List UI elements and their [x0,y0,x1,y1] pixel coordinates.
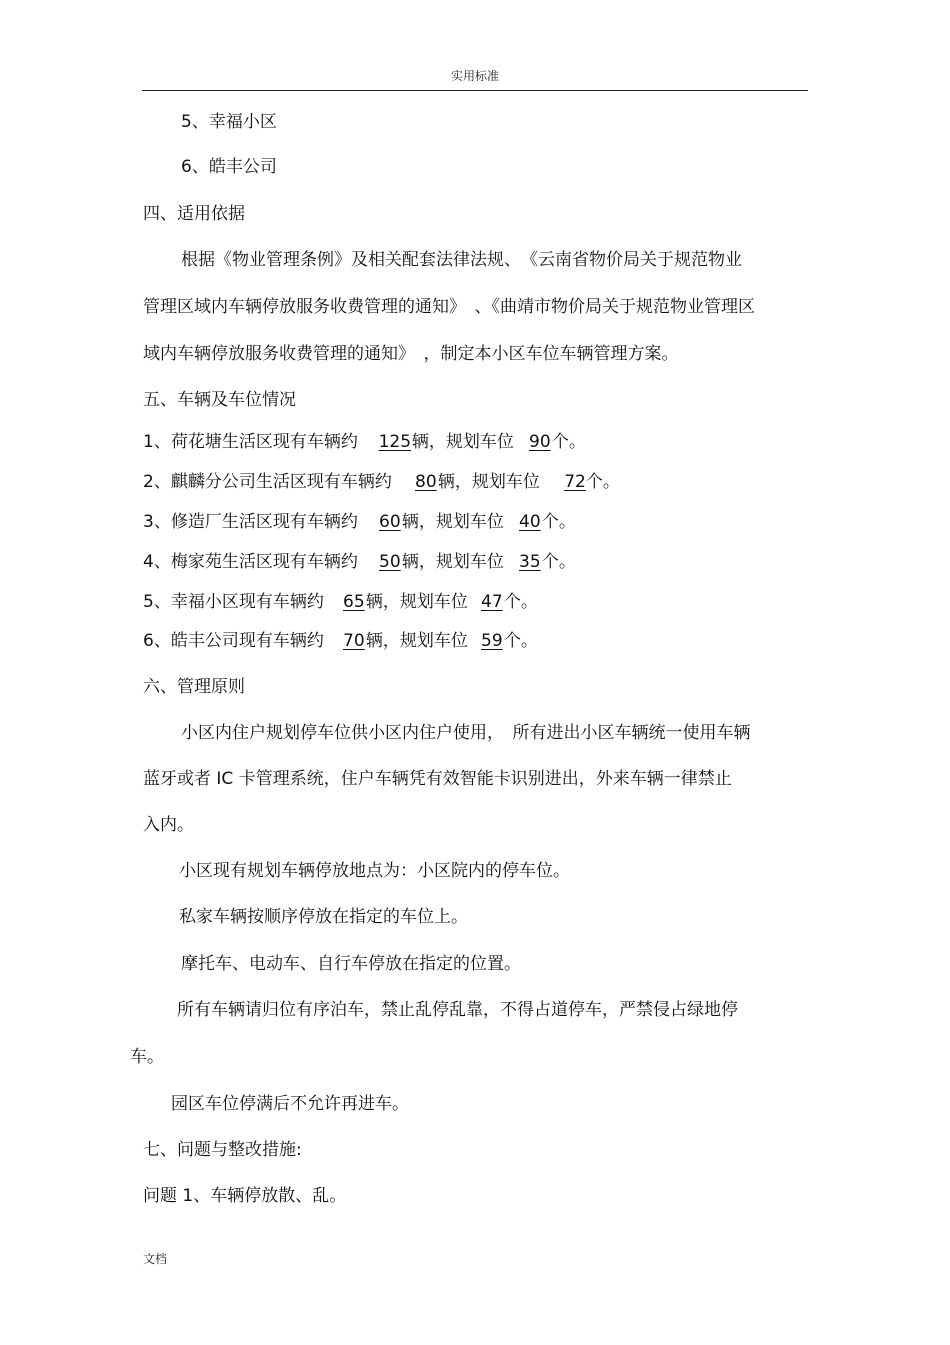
item-mid: 辆，规划车位 [401,552,504,572]
list-item [143,631,538,651]
item-unit: 个。 [541,512,576,532]
item-prefix: 5、幸福小区现有车辆约 [143,592,324,612]
header-rule [142,90,808,91]
item-mid: 辆，规划车位 [411,432,514,452]
item-unit: 个。 [541,552,576,572]
paragraph-line: 域内车辆停放服务收费管理的通知》 ，制定本小区车位车辆管理方案。 [143,344,679,364]
paragraph: 摩托车、电动车、自行车停放在指定的位置。 [181,954,521,974]
space-count: 59 [481,631,503,651]
item-mid: 辆，规划车位 [365,592,468,612]
item-prefix: 2、麒麟分公司生活区现有车辆约 [143,472,392,492]
paragraph: 私家车辆按顺序停放在指定的车位上。 [179,907,468,927]
list-item: 5、幸福小区 [181,112,277,132]
vehicle-count: 50 [379,552,401,572]
item-prefix: 3、修造厂生活区现有车辆约 [143,512,358,532]
space-count: 35 [519,552,541,572]
item-prefix: 6、皓丰公司现有车辆约 [143,631,324,651]
item-unit: 个。 [503,631,538,651]
space-count: 72 [564,472,586,492]
list-item: 6、皓丰公司 [181,157,277,177]
vehicle-count: 70 [343,631,365,651]
list-item [143,512,576,532]
paragraph-line: 入内。 [143,815,194,835]
space-count: 90 [529,432,551,452]
paragraph-line: 所有车辆请归位有序泊车，禁止乱停乱靠，不得占道停车，严禁侵占绿地停 [177,1000,738,1020]
list-item [143,552,576,572]
paragraph-line: 蓝牙或者 IC 卡管理系统，住户车辆凭有效智能卡识别进出，外来车辆一律禁止 [143,769,732,789]
space-count: 47 [481,592,503,612]
vehicle-count: 65 [343,592,365,612]
paragraph-line: 管理区域内车辆停放服务收费管理的通知》 、《曲靖市物价局关于规范物业管理区 [143,297,755,317]
item-mid: 辆，规划车位 [401,512,504,532]
section-heading: 四、适用依据 [143,204,245,224]
vehicle-count: 125 [378,432,412,452]
paragraph-line: 根据《物业管理条例》及相关配套法律法规、 《云南省物价局关于规范物业 [181,250,742,270]
paragraph: 小区现有规划车辆停放地点为：小区院内的停车位。 [179,861,570,881]
item-unit: 个。 [503,592,538,612]
item-unit: 个。 [585,472,620,492]
paragraph: 问题 1、车辆停放散、乱。 [143,1186,347,1206]
list-item [143,432,586,452]
space-count: 40 [519,512,541,532]
vehicle-count: 60 [379,512,401,532]
list-item [143,592,538,612]
paragraph-line: 小区内住户规划停车位供小区内住户使用， 所有进出小区车辆统一使用车辆 [181,723,751,743]
header-title: 实用标准 [450,69,499,83]
section-heading: 五、车辆及车位情况 [143,390,296,410]
item-prefix: 1、荷花塘生活区现有车辆约 [143,432,358,452]
paragraph-line: 车。 [130,1047,164,1067]
list-item [143,472,620,492]
section-heading: 七、问题与整改措施: [143,1140,302,1160]
item-mid: 辆，规划车位 [365,631,468,651]
vehicle-count: 80 [415,472,437,492]
item-prefix: 4、梅家苑生活区现有车辆约 [143,552,358,572]
footer-text: 文档 [143,1252,168,1266]
item-unit: 个。 [551,432,586,452]
section-heading: 六、管理原则 [143,677,245,697]
paragraph: 园区车位停满后不允许再进车。 [171,1094,409,1114]
item-mid: 辆，规划车位 [437,472,540,492]
